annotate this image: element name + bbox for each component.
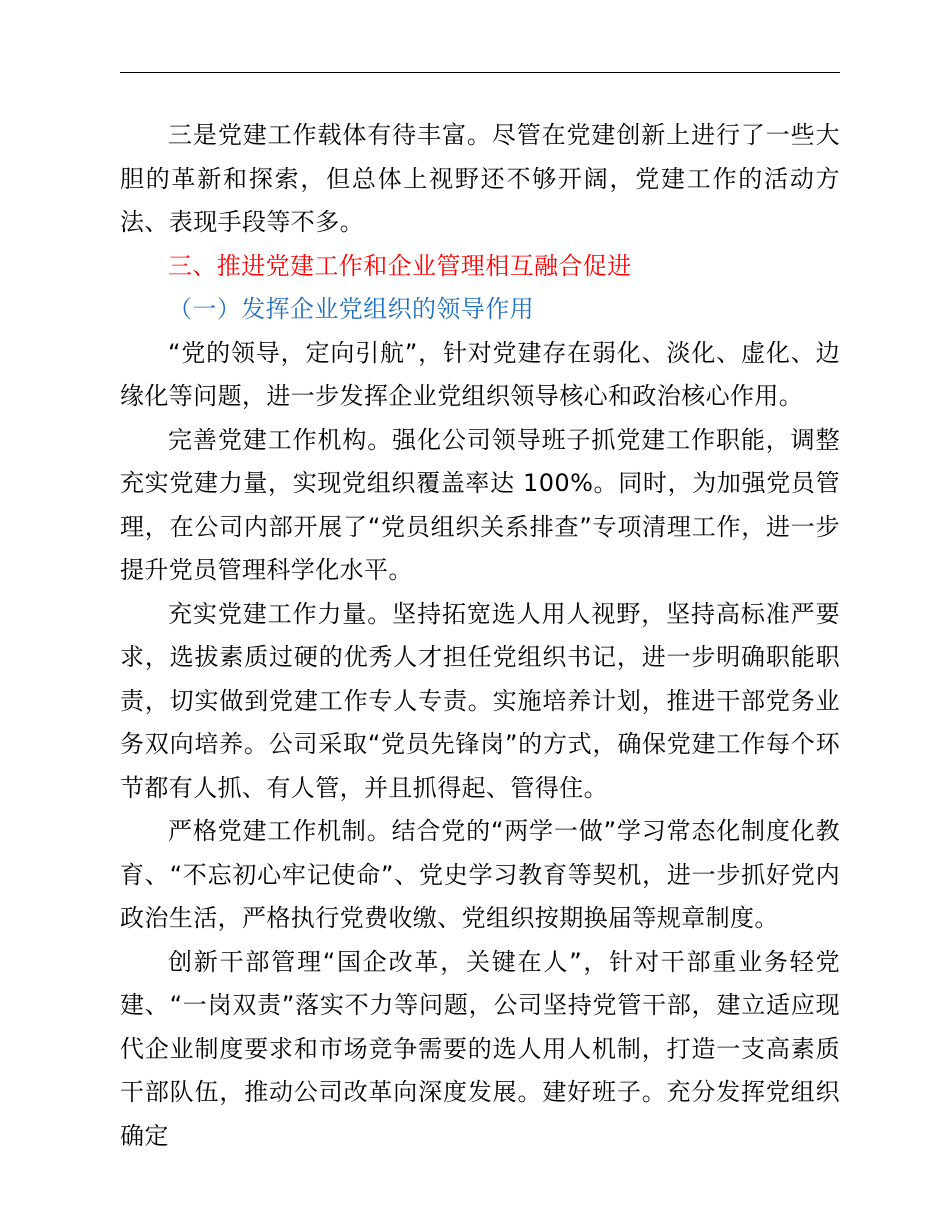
paragraph-strict-mechanism: 严格党建工作机制。结合党的“两学一做”学习常态化制度化教育、“不忘初心牢记使命”、党史学习教育等契机，进一步抓好党内政治生活，严格执行党费收缴、党组织按期换届等规章制度。 bbox=[120, 817, 840, 932]
subsection-heading: （一）发挥企业党组织的领导作用 bbox=[168, 295, 534, 323]
section-heading: 三、推进党建工作和企业管理相互融合促进 bbox=[168, 251, 632, 280]
paragraph-improve-institutions: 完善党建工作机构。强化公司领导班子抓党建工作职能，调整充实党建力量，实现党组织覆盖率达 100%。同时，为加强党员管理，在公司内部开展了“党员组织关系排查”专项清理工作，进一步提升党员管理科学化水平。 bbox=[120, 425, 840, 584]
paragraph-strengthen-forces: 充实党建工作力量。坚持拓宽选人用人视野，坚持高标准严要求，选拔素质过硬的优秀人才担任党组织书记，进一步明确职能职责，切实做到党建工作专人专责。实施培养计划，推进干部党务业务双向培养。公司采取“党员先锋岗”的方式，确保党建工作每个环节都有人抓、有人管，并且抓得起、管得住。 bbox=[120, 599, 840, 802]
paragraph-party-leadership: “党的领导，定向引航”，针对党建存在弱化、淡化、虚化、边缘化等问题，进一步发挥企业党组织领导核心和政治核心作用。 bbox=[120, 338, 840, 410]
paragraph-carrier-enrichment: 三是党建工作载体有待丰富。尽管在党建创新上进行了一些大胆的革新和探索，但总体上视野还不够开阔，党建工作的活动方法、表现手段等不多。 bbox=[120, 121, 840, 236]
document-body bbox=[120, 114, 840, 1158]
paragraph-cadre-management: 创新干部管理“国企改革，关键在人”，针对干部重业务轻党建、“一岗双责”落实不力等问题，公司坚持党管干部，建立适应现代企业制度要求和市场竞争需要的选人用人机制，打造一支高素质干部队伍，推动公司改革向深度发展。建好班子。充分发挥党组织确定 bbox=[120, 947, 840, 1150]
header-rule bbox=[120, 72, 840, 73]
